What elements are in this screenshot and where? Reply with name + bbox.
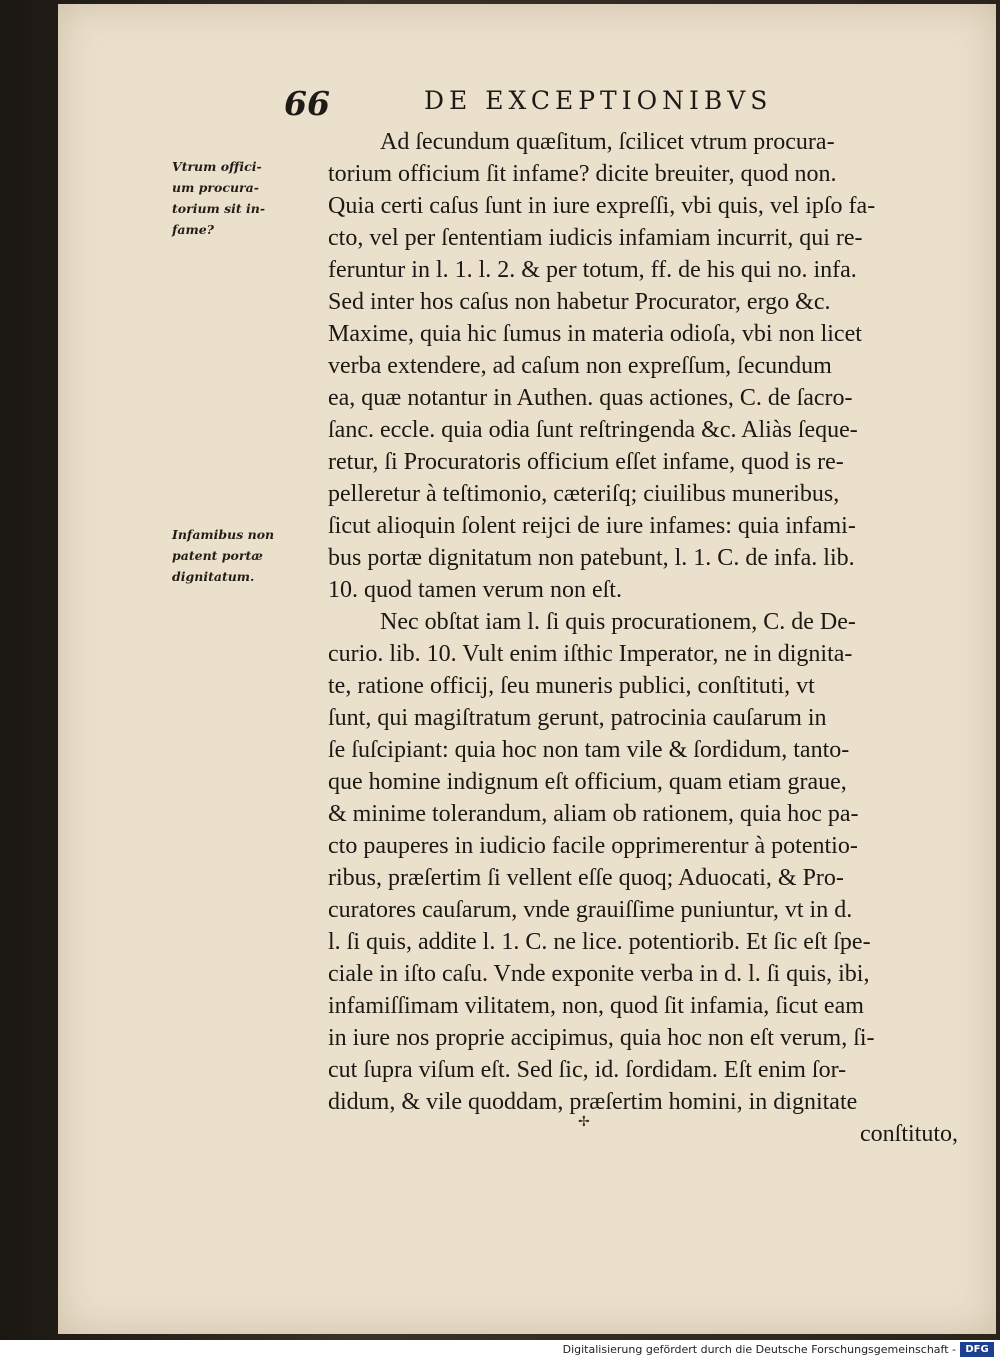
text-line: cto, vel per ſententiam iudicis infamiam incurrit, qui re- — [328, 225, 863, 251]
text-line: pelleretur à teſtimonio, cæteriſq; ciuilibus muneribus, — [328, 481, 840, 507]
text-line: ſunt, qui magiſtratum gerunt, patrocinia cauſarum in — [328, 705, 827, 731]
margin-note-line: um procura- — [172, 180, 259, 195]
margin-note-procuratorium — [172, 156, 320, 240]
book-page — [58, 4, 996, 1334]
margin-note-line: Infamibus non — [172, 527, 275, 542]
text-line: torium officium ſit infame? dicite breuiter, quod non. — [328, 161, 837, 187]
text-line: cut ſupra viſum eſt. Sed ſic, id. ſordidam. Eſt enim ſor- — [328, 1057, 847, 1083]
text-line: & minime tolerandum, aliam ob rationem, quia hoc pa- — [328, 801, 859, 827]
text-line: ſanc. eccle. quia odia ſunt reſtringenda &c. Aliàs ſeque- — [328, 417, 858, 443]
text-line: verba extendere, ad caſum non expreſſum, ſecundum — [328, 353, 832, 379]
text-line: que homine indignum eſt officium, quam etiam graue, — [328, 769, 847, 795]
text-line: bus portæ dignitatum non patebunt, l. 1. C. de infa. lib. — [328, 545, 855, 571]
margin-note-line: torium sit in- — [172, 201, 266, 216]
text-line: cto pauperes in iudicio facile opprimerentur à potentio- — [328, 833, 858, 859]
text-line: in iure nos proprie accipimus, quia hoc non eſt verum, ſi- — [328, 1025, 875, 1051]
margin-note-line: dignitatum. — [172, 569, 255, 584]
text-line: feruntur in l. 1. l. 2. & per totum, ff. de his qui no. infa. — [328, 257, 857, 283]
text-line: te, ratione officij, ſeu muneris publici, conſtituti, vt — [328, 673, 815, 699]
text-line: retur, ſi Procuratoris officium eſſet infame, quod is re- — [328, 449, 844, 475]
footer-bar — [0, 1340, 1000, 1361]
margin-note-line: Vtrum offici- — [172, 159, 262, 174]
text-line: ſicut alioquin ſolent reijci de iure infames: quia infami- — [328, 513, 856, 539]
text-line: curatores cauſarum, vnde grauiſſime puniuntur, vt in d. — [328, 897, 853, 923]
text-line: Ad ſecundum quæſitum, ſcilicet vtrum procura- — [380, 129, 835, 155]
margin-note-line: patent portæ — [172, 548, 263, 563]
text-line: Maxime, quia hic ſumus in materia odioſa, vbi non licet — [328, 321, 862, 347]
text-line: Nec obſtat iam l. ſi quis procurationem, C. de De- — [380, 609, 856, 635]
text-line: ea, quæ notantur in Authen. quas actiones, C. de ſacro- — [328, 385, 853, 411]
funding-credit: Digitalisierung gefördert durch die Deutsche Forschungsgemeinschaft - — [562, 1343, 956, 1356]
catchword: conſtituto, — [860, 1121, 958, 1147]
dfg-logo: DFG — [960, 1342, 994, 1357]
page-number: 66 — [284, 84, 330, 123]
text-line: curio. lib. 10. Vult enim iſthic Imperator, ne in dignita- — [328, 641, 853, 667]
text-line: l. ſi quis, addite l. 1. C. ne lice. potentiorib. Et ſic eſt ſpe- — [328, 929, 871, 955]
ornament-mark: ✢ — [578, 1114, 590, 1130]
text-line: ſe ſuſcipiant: quia hoc non tam vile & ſordidum, tanto- — [328, 737, 850, 763]
running-head: DE EXCEPTIONIBVS — [424, 86, 773, 115]
text-line: infamiſſimam vilitatem, non, quod ſit infamia, ſicut eam — [328, 993, 864, 1019]
body-text — [328, 126, 958, 1150]
text-line: 10. quod tamen verum non eſt. — [328, 577, 622, 603]
text-line: Sed inter hos caſus non habetur Procurator, ergo &c. — [328, 289, 831, 315]
margin-note-infamibus — [172, 524, 320, 587]
text-line: ciale in iſto caſu. Vnde exponite verba in d. l. ſi quis, ibi, — [328, 961, 870, 987]
text-line: Quia certi caſus ſunt in iure expreſſi, vbi quis, vel ipſo fa- — [328, 193, 876, 219]
text-line: didum, & vile quoddam, præſertim homini, in dignitate — [328, 1089, 858, 1115]
text-line: ribus, præſertim ſi vellent eſſe quoq; Aduocati, & Pro- — [328, 865, 844, 891]
margin-note-line: fame? — [172, 222, 214, 237]
